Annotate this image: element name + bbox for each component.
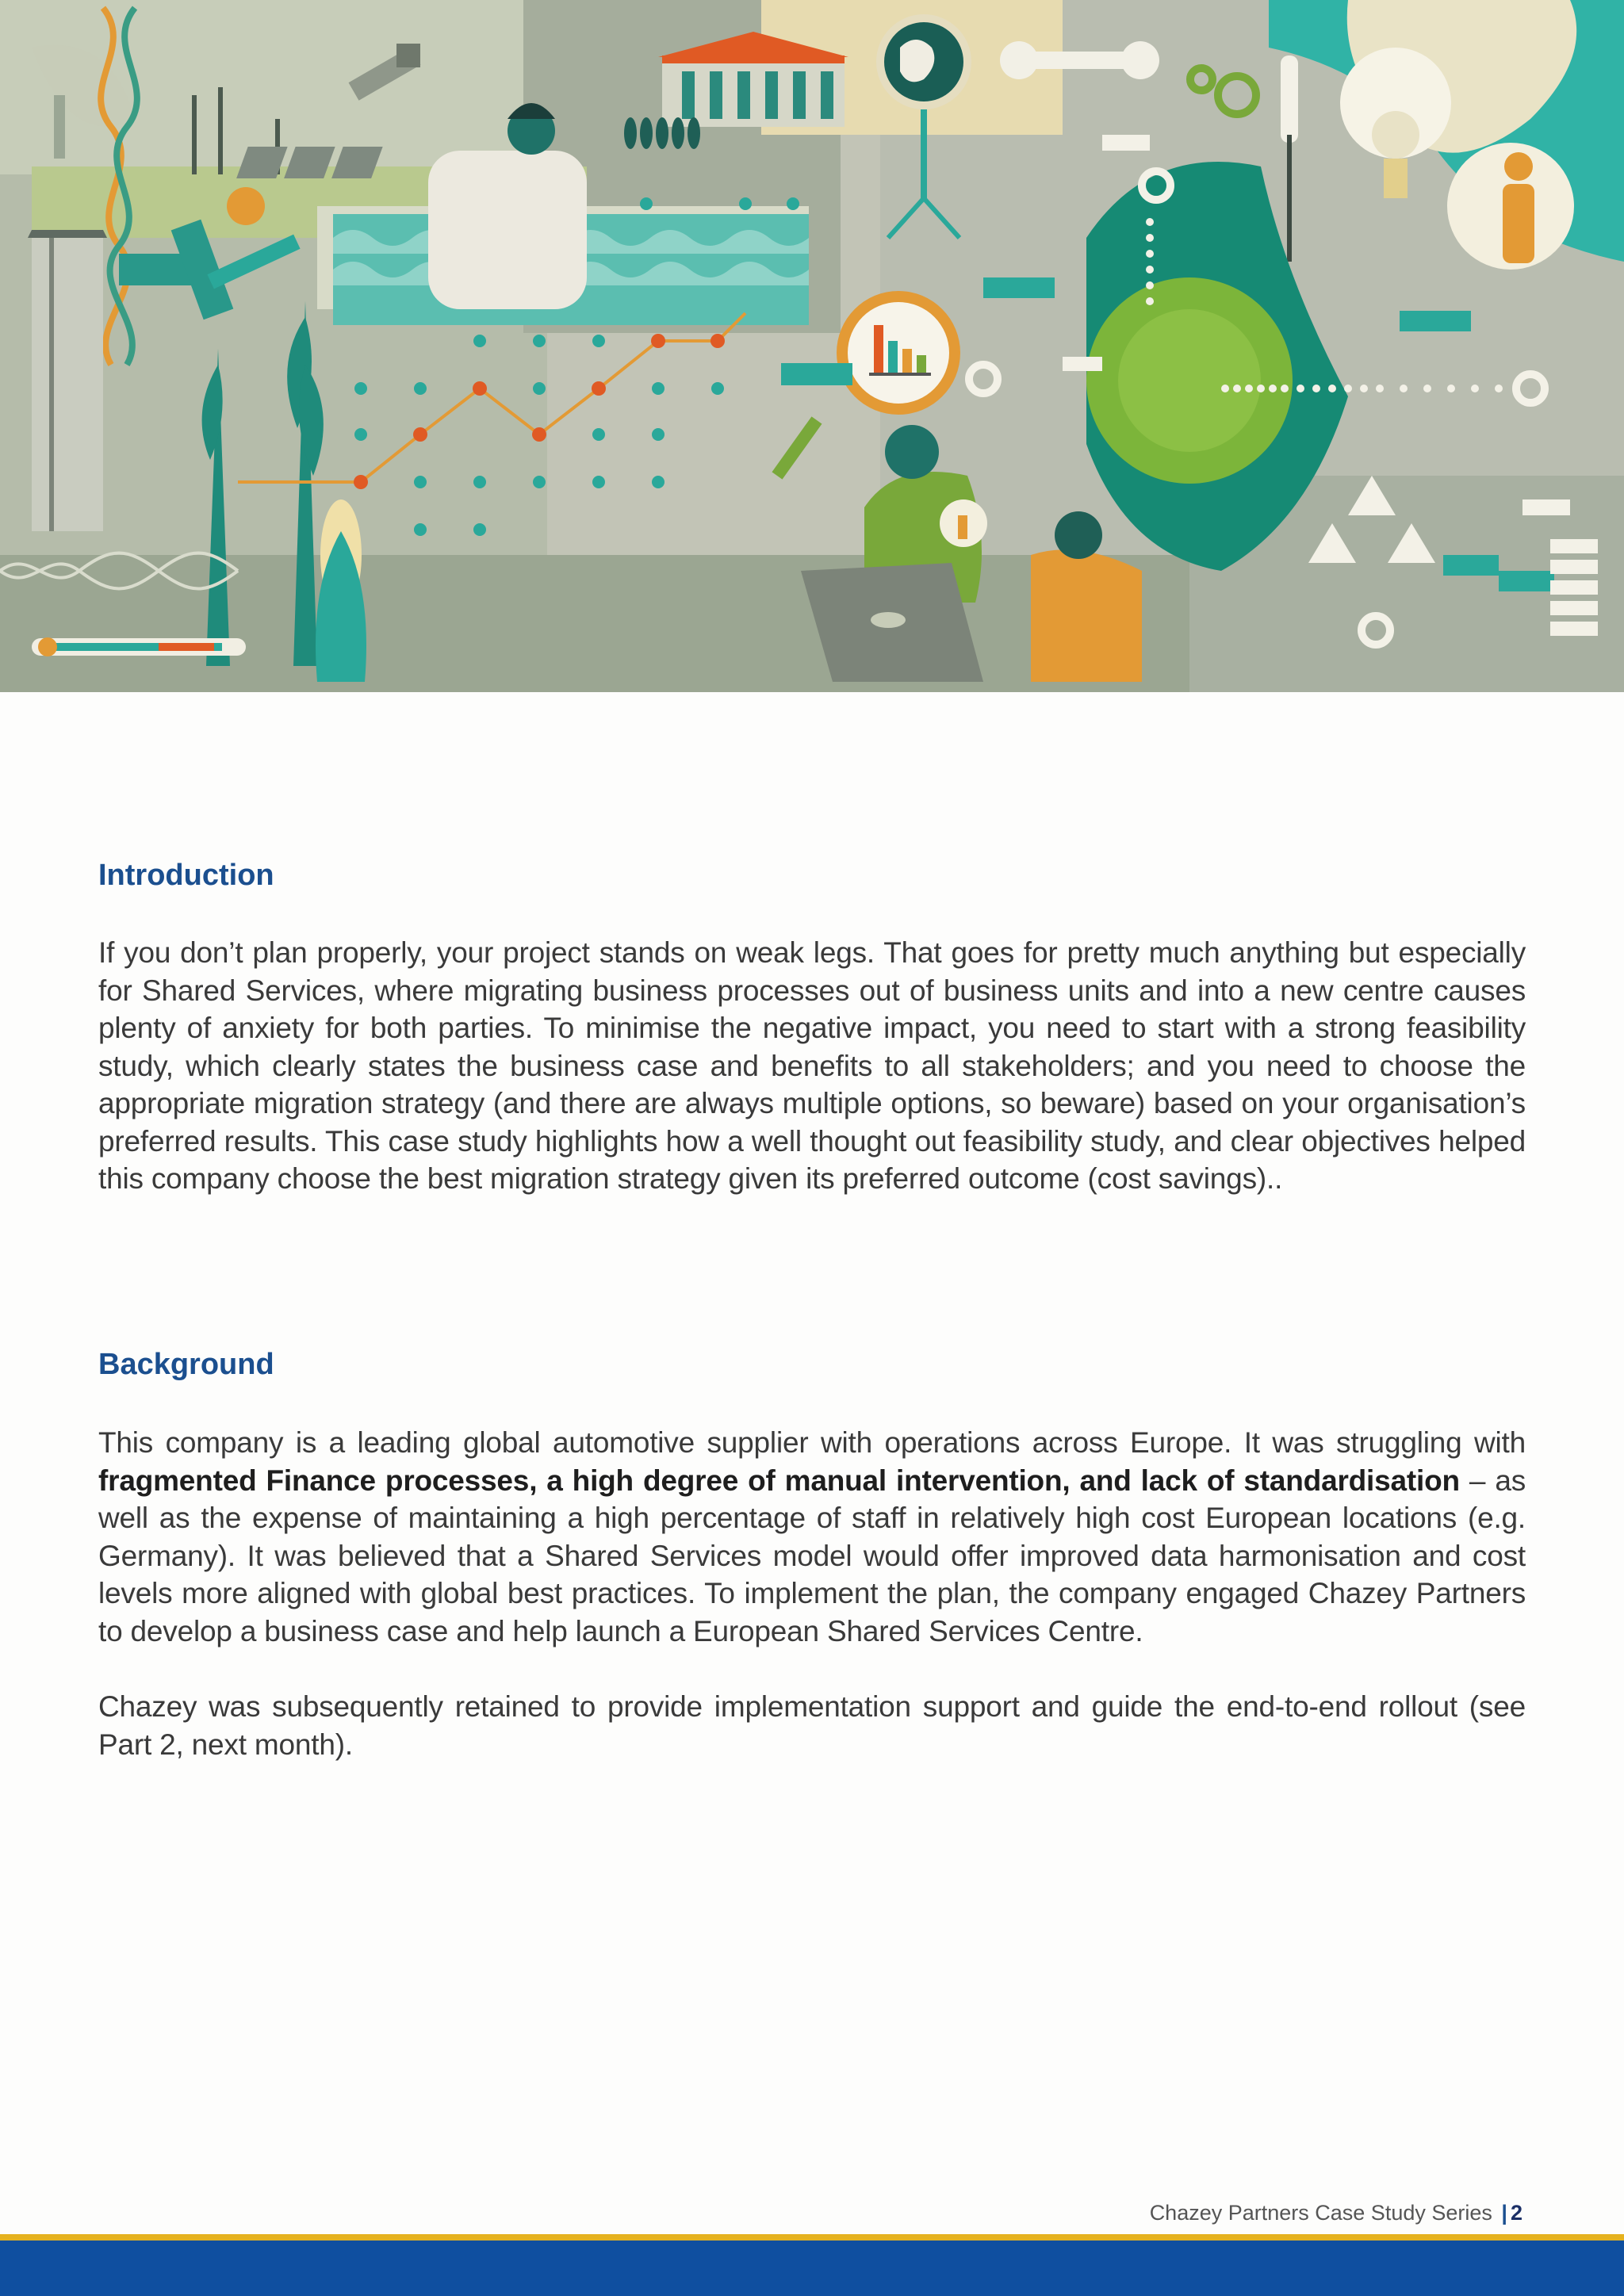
thermometer-icon bbox=[32, 637, 246, 656]
footer-gold-stripe bbox=[0, 2234, 1624, 2241]
introduction-paragraph: If you don’t plan properly, your project stands on weak legs. That goes for pretty much anything but especially for Shared Services, where migrating business processes out of business units and into a new centre causes plenty of anxiety for both parties. To minimise the negative impact, you need to start with a strong feasibility study, which clearly states the business case and benefits to all stakeholders; and you need to choose the appropriate migration strategy (and there are always multiple options, so beware) based on your organisation’s preferred results. This case study highlights how a well thought out feasibility study, and clear objectives helped this company choose the best migration strategy given its preferred outcome (cost savings).. bbox=[98, 936, 1526, 1195]
hero-illustration bbox=[0, 0, 1624, 692]
footer-blue-band bbox=[0, 2241, 1624, 2296]
solar-panel-icon bbox=[236, 147, 383, 178]
footer-series-line bbox=[1150, 2201, 1522, 2225]
introduction-heading: Introduction bbox=[98, 859, 274, 892]
footer-series-title: Chazey Partners Case Study Series bbox=[1149, 2201, 1492, 2225]
background-paragraph-1-end: – as well as the expense of maintaining a high percentage of staff in relatively high cost European locations (e.g. Germany). It was believed that a Shared Services model would offer improved data harmonisation and cost levels more aligned with global best practices. To implement the plan, the company engaged Chazey Partners to develop a business case and help launch a European Shared Services Centre. bbox=[98, 1464, 1526, 1647]
footer-separator: | bbox=[1501, 2201, 1507, 2225]
corn-icon bbox=[316, 499, 366, 682]
presenter-icon bbox=[1447, 143, 1574, 270]
background-paragraph-1-start: This company is a leading global automotive supplier with operations across Europe. It was struggling with bbox=[98, 1426, 1526, 1459]
background-heading: Background bbox=[98, 1348, 274, 1381]
background-paragraph-1-bold: fragmented Finance processes, a high degree of manual intervention, and lack of standardisation bbox=[98, 1464, 1460, 1497]
background-paragraph-1 bbox=[98, 1424, 1526, 1650]
background-paragraph-2: Chazey was subsequently retained to provide implementation support and guide the end-to-end rollout (see Part 2, next month). bbox=[98, 1690, 1526, 1761]
flask-icon bbox=[28, 230, 107, 531]
page-number: 2 bbox=[1510, 2201, 1522, 2225]
